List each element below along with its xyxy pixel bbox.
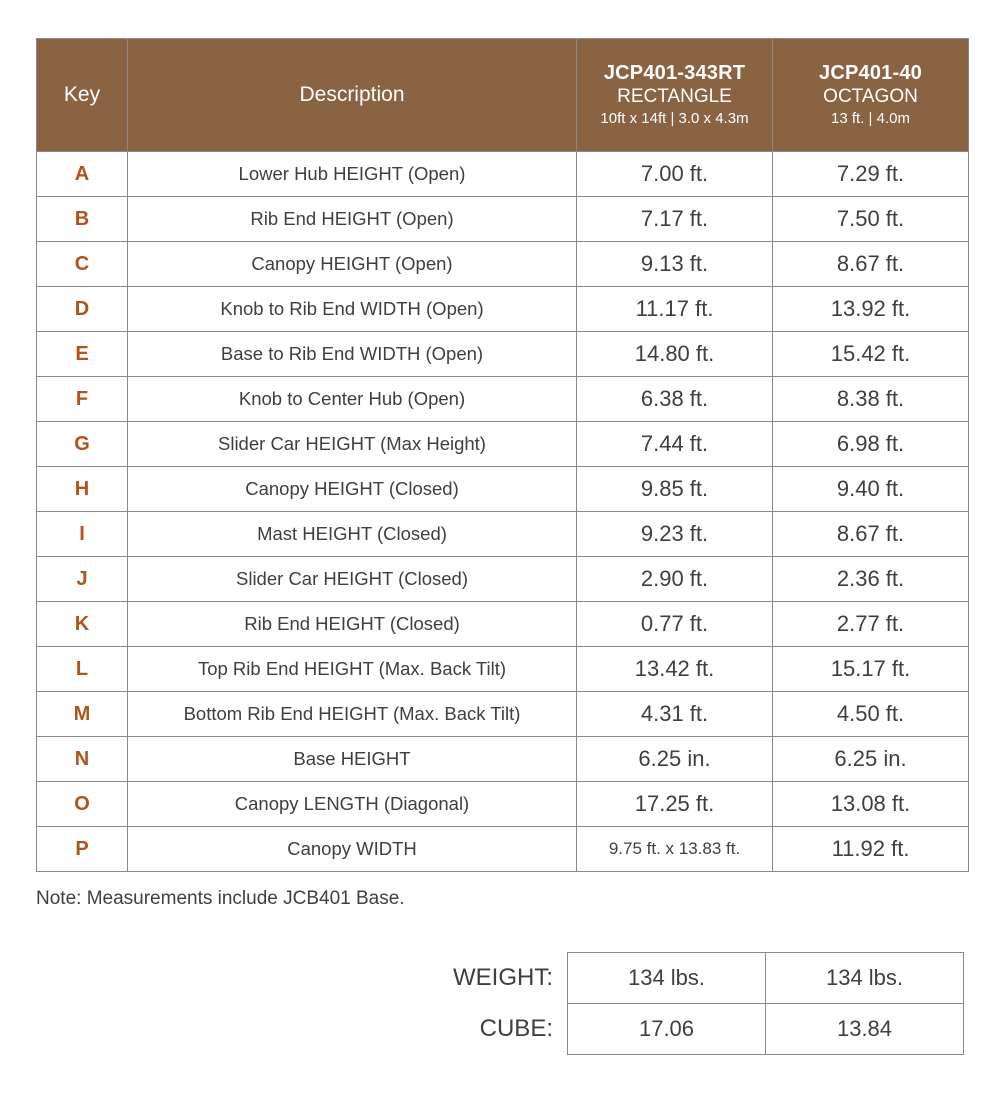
row-value-model-1: 9.85 ft. [577, 467, 773, 512]
row-key: I [37, 512, 128, 557]
row-value-model-2: 9.40 ft. [773, 467, 969, 512]
row-value-model-2: 6.25 in. [773, 737, 969, 782]
row-description: Base HEIGHT [128, 737, 577, 782]
row-key: L [37, 647, 128, 692]
row-key: F [37, 377, 128, 422]
row-value-model-2: 2.36 ft. [773, 557, 969, 602]
row-value-model-2: 15.17 ft. [773, 647, 969, 692]
row-value-model-1: 9.75 ft. x 13.83 ft. [577, 827, 773, 872]
row-value-model-1: 4.31 ft. [577, 692, 773, 737]
row-value-model-2: 15.42 ft. [773, 332, 969, 377]
header-row [37, 39, 969, 152]
summary-table [392, 952, 964, 1055]
model-shape: OCTAGON [823, 85, 918, 107]
model-dimensions: 13 ft. | 4.0m [831, 109, 910, 127]
row-description: Base to Rib End WIDTH (Open) [128, 332, 577, 377]
row-value-model-1: 7.17 ft. [577, 197, 773, 242]
row-value-model-1: 6.25 in. [577, 737, 773, 782]
row-key: D [37, 287, 128, 332]
row-value-model-1: 0.77 ft. [577, 602, 773, 647]
row-key: J [37, 557, 128, 602]
row-description: Knob to Center Hub (Open) [128, 377, 577, 422]
table-row [37, 422, 969, 467]
row-value-model-2: 2.77 ft. [773, 602, 969, 647]
model-code: JCP401-343RT [603, 61, 746, 84]
summary-weight-model-2: 134 lbs. [766, 953, 964, 1004]
table-row [37, 242, 969, 287]
column-header-model-1 [577, 39, 773, 152]
row-description: Canopy HEIGHT (Closed) [128, 467, 577, 512]
table-row [37, 197, 969, 242]
row-value-model-2: 13.92 ft. [773, 287, 969, 332]
row-value-model-2: 6.98 ft. [773, 422, 969, 467]
row-value-model-1: 14.80 ft. [577, 332, 773, 377]
table-body [37, 152, 969, 872]
summary-row-cube [392, 1004, 964, 1055]
row-key: O [37, 782, 128, 827]
row-value-model-1: 9.23 ft. [577, 512, 773, 557]
row-value-model-2: 7.29 ft. [773, 152, 969, 197]
row-description: Knob to Rib End WIDTH (Open) [128, 287, 577, 332]
row-value-model-1: 13.42 ft. [577, 647, 773, 692]
row-description: Bottom Rib End HEIGHT (Max. Back Tilt) [128, 692, 577, 737]
table-row [37, 152, 969, 197]
dimensions-table [36, 38, 969, 872]
row-description: Mast HEIGHT (Closed) [128, 512, 577, 557]
model-shape: RECTANGLE [617, 85, 732, 107]
table-row [37, 602, 969, 647]
row-description: Slider Car HEIGHT (Max Height) [128, 422, 577, 467]
row-value-model-1: 9.13 ft. [577, 242, 773, 287]
row-value-model-2: 7.50 ft. [773, 197, 969, 242]
row-key: B [37, 197, 128, 242]
row-value-model-1: 6.38 ft. [577, 377, 773, 422]
table-row [37, 827, 969, 872]
row-value-model-1: 7.44 ft. [577, 422, 773, 467]
column-header-model-2 [773, 39, 969, 152]
summary-label-weight: WEIGHT: [453, 964, 553, 991]
table-row [37, 692, 969, 737]
table-row [37, 377, 969, 422]
row-key: C [37, 242, 128, 287]
row-key: K [37, 602, 128, 647]
row-value-model-2: 11.92 ft. [773, 827, 969, 872]
model-code: JCP401-40 [819, 61, 922, 84]
summary-label-cube: CUBE: [479, 1015, 553, 1042]
column-header-key: Key [37, 39, 128, 152]
summary-row-weight [392, 953, 964, 1004]
row-key: N [37, 737, 128, 782]
row-key: P [37, 827, 128, 872]
row-value-model-1: 17.25 ft. [577, 782, 773, 827]
row-description: Top Rib End HEIGHT (Max. Back Tilt) [128, 647, 577, 692]
summary-weight-model-1: 134 lbs. [568, 953, 766, 1004]
row-value-model-2: 8.67 ft. [773, 242, 969, 287]
table-row [37, 512, 969, 557]
table-row [37, 737, 969, 782]
summary-cube-model-1: 17.06 [568, 1004, 766, 1055]
row-description: Canopy LENGTH (Diagonal) [128, 782, 577, 827]
summary-section [36, 952, 964, 1055]
table-row [37, 287, 969, 332]
row-description: Canopy WIDTH [128, 827, 577, 872]
row-value-model-1: 7.00 ft. [577, 152, 773, 197]
row-value-model-2: 4.50 ft. [773, 692, 969, 737]
row-description: Canopy HEIGHT (Open) [128, 242, 577, 287]
table-row [37, 647, 969, 692]
table-header [37, 39, 969, 152]
row-value-model-2: 8.67 ft. [773, 512, 969, 557]
row-key: E [37, 332, 128, 377]
summary-cube-model-2: 13.84 [766, 1004, 964, 1055]
row-description: Rib End HEIGHT (Closed) [128, 602, 577, 647]
row-value-model-1: 11.17 ft. [577, 287, 773, 332]
row-description: Lower Hub HEIGHT (Open) [128, 152, 577, 197]
row-value-model-2: 13.08 ft. [773, 782, 969, 827]
row-key: M [37, 692, 128, 737]
row-description: Slider Car HEIGHT (Closed) [128, 557, 577, 602]
table-row [37, 557, 969, 602]
column-header-description: Description [128, 39, 577, 152]
table-row [37, 332, 969, 377]
row-description: Rib End HEIGHT (Open) [128, 197, 577, 242]
table-row [37, 467, 969, 512]
row-value-model-2: 8.38 ft. [773, 377, 969, 422]
row-key: H [37, 467, 128, 512]
row-key: A [37, 152, 128, 197]
model-dimensions: 10ft x 14ft | 3.0 x 4.3m [600, 109, 749, 127]
table-row [37, 782, 969, 827]
row-value-model-1: 2.90 ft. [577, 557, 773, 602]
row-key: G [37, 422, 128, 467]
measurement-note: Note: Measurements include JCB401 Base. [36, 888, 405, 909]
